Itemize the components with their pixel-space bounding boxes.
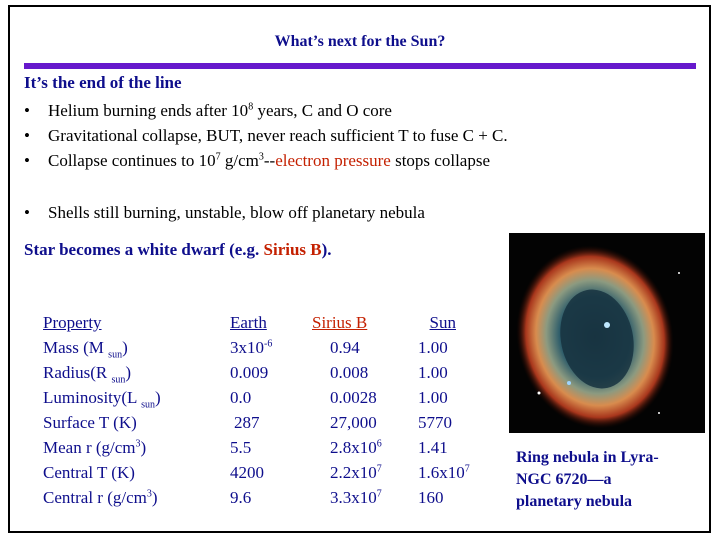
bullet-list xyxy=(24,100,508,175)
table-cell: $2.8x10^6$ xyxy=(330,438,382,457)
table-cell: Surface T (K) xyxy=(43,413,137,432)
table-cell: 0.0 xyxy=(230,388,252,407)
table-column-sirius-b xyxy=(312,312,400,512)
bullet-item: • Shells still burning, unstable, blow off planetary nebula xyxy=(24,203,425,222)
table-column-sun xyxy=(414,312,470,512)
table-cell: 1.00 xyxy=(418,388,448,407)
column-header: Earth xyxy=(230,313,267,332)
table-column-earth xyxy=(230,312,306,512)
table-cell: 1.41 xyxy=(418,438,448,457)
table-cell: 0.008 xyxy=(330,363,369,382)
table-cell: 0.94 xyxy=(330,338,360,357)
bullet-item: • Gravitational collapse, BUT, never reach sufficient T to fuse C + C. xyxy=(24,126,508,145)
table-cell: 1.00 xyxy=(418,363,448,382)
table-cell: 0.0028 xyxy=(330,388,377,407)
table-cell: $1.6x10^7$ xyxy=(418,463,470,482)
column-header: Sun xyxy=(429,313,456,332)
table-cell: Radius(R $_{sun}$) xyxy=(43,363,132,386)
highlight-text: electron pressure xyxy=(275,151,391,170)
section-heading: It’s the end of the line xyxy=(24,73,182,92)
table-cell: 1.00 xyxy=(418,338,448,357)
table-cell: 9.6 xyxy=(230,488,252,507)
table-cell: $3x10^{-6}$ xyxy=(230,338,273,357)
ring-nebula-image xyxy=(509,233,705,433)
title-divider xyxy=(24,63,696,69)
table-cell: Mean r $(g/cm^3)$ xyxy=(43,438,147,457)
table-cell: Central T (K) xyxy=(43,463,135,482)
column-header: Sirius B xyxy=(312,313,368,332)
table-cell: $2.2x10^7$ xyxy=(330,463,382,482)
table-cell: 4200 xyxy=(230,463,264,482)
slide-title: What’s next for the Sun? xyxy=(274,33,446,50)
bullet-icon: • xyxy=(24,101,30,120)
table-cell: 160 xyxy=(418,488,444,507)
table-cell: Luminosity(L $_{sun}$) xyxy=(43,388,161,411)
highlight-text: Sirius B xyxy=(263,240,322,259)
bullet-icon: • xyxy=(24,126,30,145)
table-cell: 27,000 xyxy=(330,413,377,432)
table-cell: 287 xyxy=(234,413,260,432)
bullet-icon: • xyxy=(24,151,30,170)
bullet-icon: • xyxy=(24,203,30,222)
table-cell: 5770 xyxy=(418,413,452,432)
table-cell: Central r $(g/cm^3)$ xyxy=(43,488,158,507)
table-cell: $3.3x10^7$ xyxy=(330,488,382,507)
table-cell: Mass (M $_{sun}$) xyxy=(43,338,128,361)
bullet-item: • Helium burning ends after $10^8$ years, C and O core xyxy=(24,101,392,120)
column-header: Property xyxy=(43,313,102,332)
table-cell: 0.009 xyxy=(230,363,269,382)
nebula-graphic xyxy=(509,233,705,433)
white-dwarf-line: Star becomes a white dwarf (e.g. Sirius B). xyxy=(24,240,332,259)
image-caption: Ring nebula in Lyra- NGC 6720—a planetary nebula xyxy=(516,449,659,510)
table-cell: 5.5 xyxy=(230,438,252,457)
bullet-item: • Collapse continues to $10^7$ $g/cm^3-$-electron pressure stops collapse xyxy=(24,151,490,170)
table-column-property xyxy=(43,312,221,512)
